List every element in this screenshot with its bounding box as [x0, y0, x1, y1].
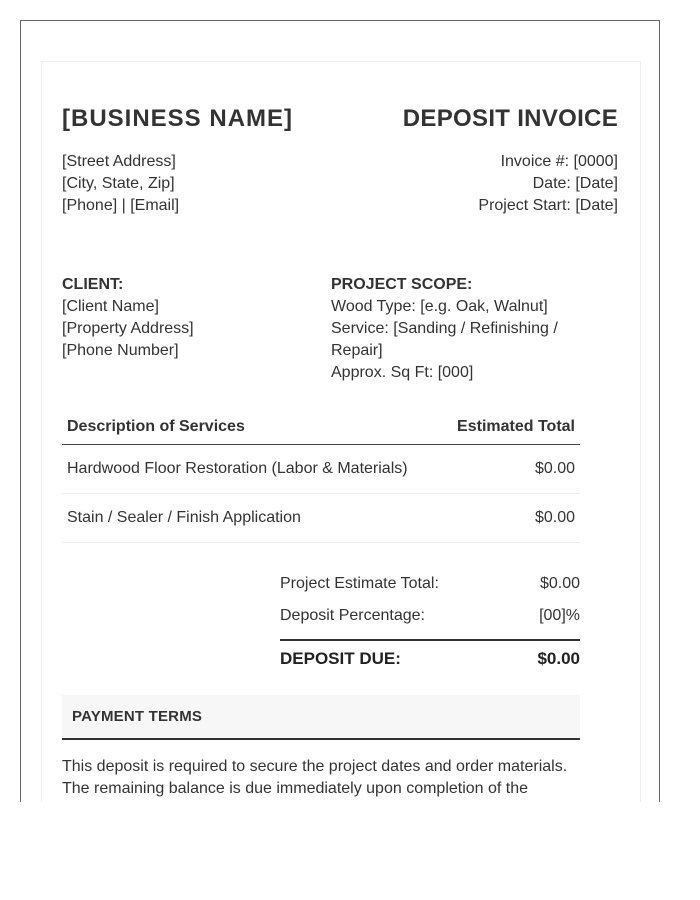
service-description: Stain / Sealer / Finish Application — [67, 509, 301, 526]
invoice-date: Date: [Date] — [532, 175, 618, 192]
client-block — [62, 274, 194, 362]
document-title: DEPOSIT INVOICE — [402, 105, 618, 132]
estimate-total-value: $0.00 — [539, 575, 580, 592]
column-header-description: Description of Services — [67, 418, 245, 435]
totals-summary — [280, 568, 580, 677]
business-city-state-zip: [City, State, Zip] — [62, 175, 175, 192]
table-header-row — [62, 410, 580, 445]
service-total: $0.00 — [534, 460, 575, 477]
client-address: [Property Address] — [62, 320, 194, 337]
scope-wood-type: Wood Type: [e.g. Oak, Walnut] — [331, 298, 548, 315]
payment-terms-heading — [62, 695, 580, 740]
deposit-due-value: $0.00 — [537, 649, 580, 668]
service-total: $0.00 — [534, 509, 575, 526]
business-name: [BUSINESS NAME] — [62, 105, 294, 132]
column-header-total: Estimated Total — [457, 418, 575, 435]
service-description: Hardwood Floor Restoration (Labor & Materials) — [67, 460, 408, 477]
business-street: [Street Address] — [62, 153, 176, 170]
deposit-percentage-label: Deposit Percentage: — [280, 607, 425, 624]
project-start-date: Project Start: [Date] — [478, 197, 618, 214]
table-row — [62, 445, 580, 494]
business-address-block — [62, 151, 179, 217]
deposit-percentage-value: [00]% — [539, 607, 580, 624]
invoice-number: Invoice #: [0000] — [500, 153, 618, 170]
payment-terms-text: This deposit is required to secure the project dates and order materials. The remaining balance is due immediately upon completion of the — [62, 758, 568, 797]
business-phone-email: [Phone] | [Email] — [62, 197, 180, 214]
deposit-percentage-row — [280, 600, 580, 632]
services-table — [62, 410, 580, 543]
estimate-total-row — [280, 568, 580, 600]
client-phone: [Phone Number] — [62, 342, 179, 359]
table-row — [62, 494, 580, 543]
project-scope-label: PROJECT SCOPE: — [331, 276, 473, 293]
estimate-total-label: Project Estimate Total: — [280, 575, 439, 592]
deposit-due-row — [280, 641, 580, 677]
scope-service: Service: [Sanding / Refinishing / Repair] — [331, 320, 558, 359]
client-label: CLIENT: — [62, 276, 124, 293]
deposit-due-label: DEPOSIT DUE: — [280, 649, 401, 668]
invoice-meta-block — [478, 151, 618, 217]
client-name: [Client Name] — [62, 298, 159, 315]
payment-terms-heading-text: PAYMENT TERMS — [72, 708, 203, 725]
scope-sq-ft: Approx. Sq Ft: [000] — [331, 364, 474, 381]
project-scope-block — [331, 274, 591, 384]
page-frame — [20, 20, 660, 802]
